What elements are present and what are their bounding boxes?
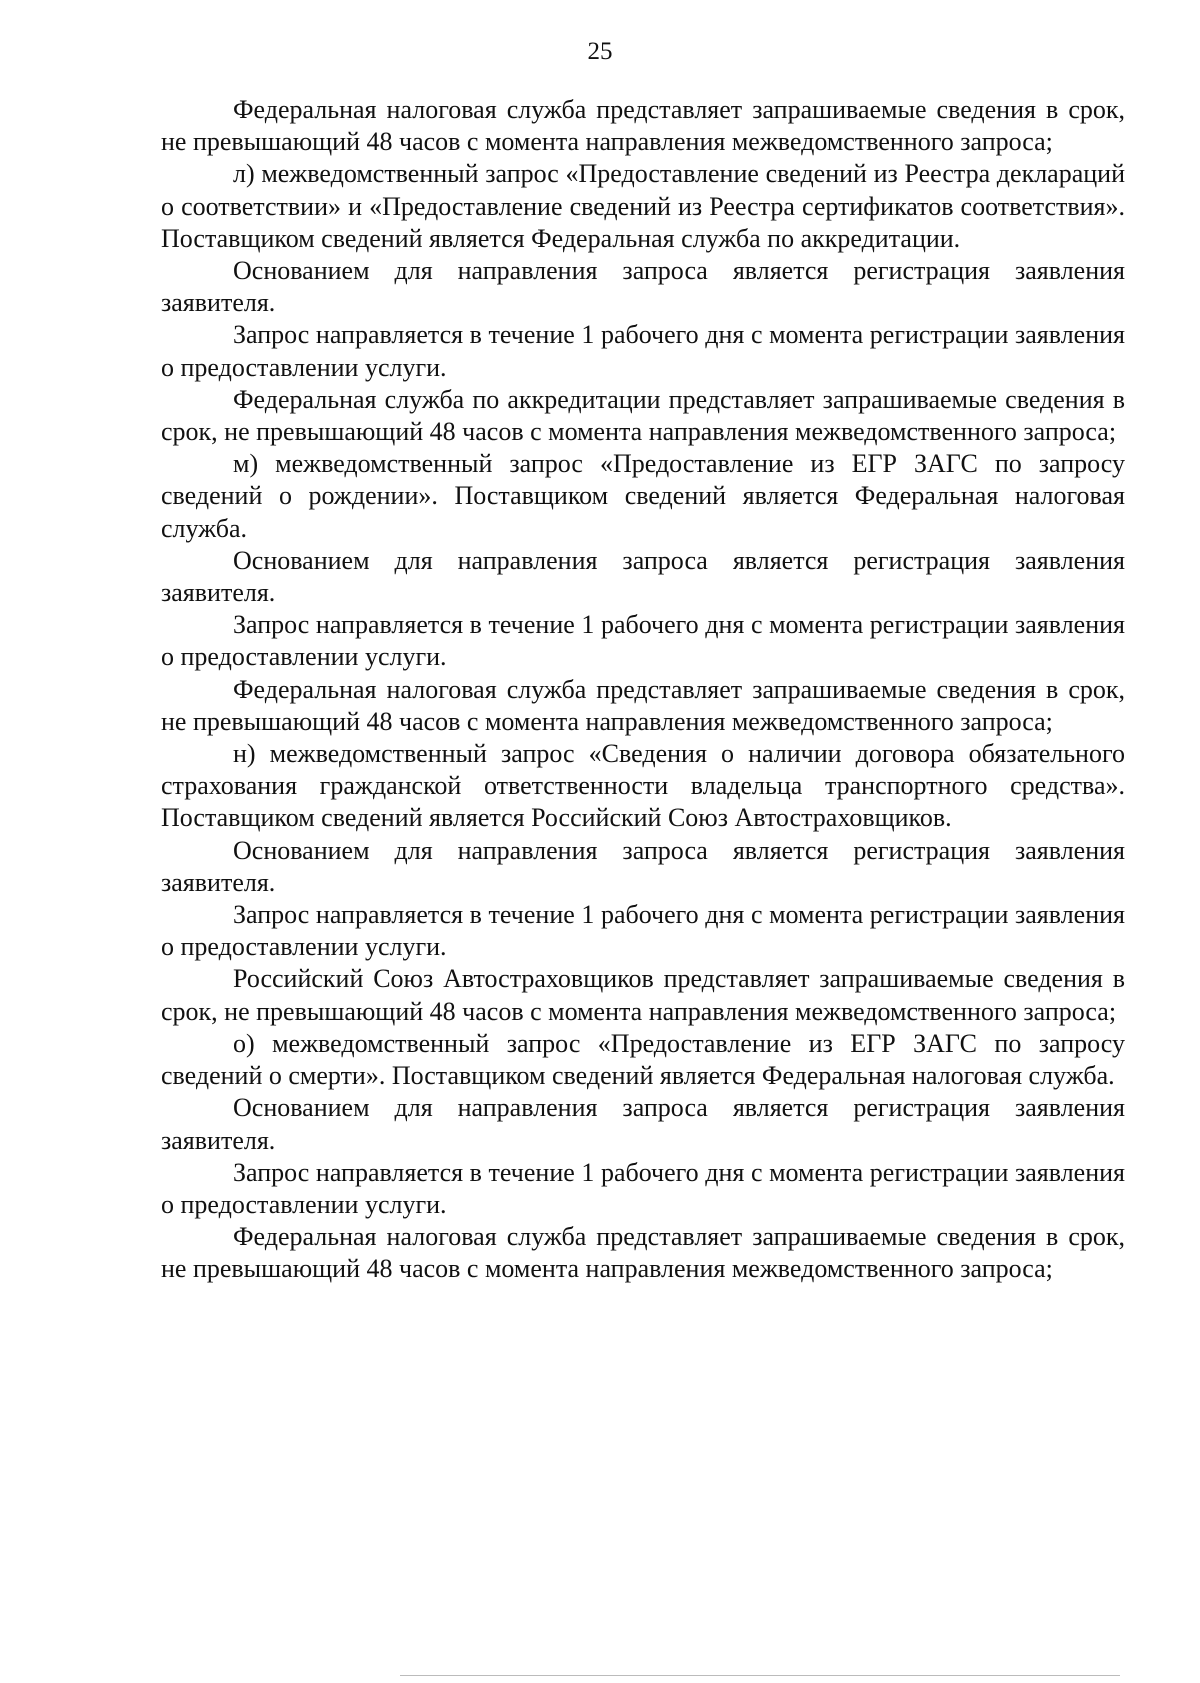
- paragraph: Основанием для направления запроса является регистрация заявления заявителя.: [161, 835, 1125, 897]
- paragraph: Федеральная служба по аккредитации представляет запрашиваемые сведения в срок, не превышающий 48 часов с момента направления межведомственного запроса;: [161, 384, 1125, 447]
- page-number: 25: [587, 38, 613, 65]
- paragraph: Запрос направляется в течение 1 рабочего дня с момента регистрации заявления о предоставлении услуги.: [161, 320, 1125, 382]
- paragraph: Запрос направляется в течение 1 рабочего дня с момента регистрации заявления о предоставлении услуги.: [161, 1157, 1125, 1219]
- paragraph: Запрос направляется в течение 1 рабочего дня с момента регистрации заявления о предоставлении услуги.: [161, 610, 1125, 672]
- paragraph: Основанием для направления запроса является регистрация заявления заявителя.: [161, 1093, 1125, 1155]
- paragraph: Федеральная налоговая служба представляет запрашиваемые сведения в срок, не превышающий 48 часов с момента направления межведомственного запроса;: [161, 674, 1125, 736]
- document-body: [161, 94, 1125, 1286]
- paragraph: Федеральная налоговая служба представляет запрашиваемые сведения в срок, не превышающий 48 часов с момента направления межведомственного запроса;: [161, 1222, 1125, 1284]
- paragraph: Основанием для направления запроса является регистрация заявления заявителя.: [161, 256, 1125, 318]
- paragraph: о) межведомственный запрос «Предоставление из ЕГР ЗАГС по запросу сведений о смерти». Поставщиком сведений является Федеральная налоговая служба.: [161, 1028, 1125, 1091]
- paragraph: Федеральная налоговая служба представляет запрашиваемые сведения в срок, не превышающий 48 часов с момента направления межведомственного запроса;: [161, 95, 1125, 157]
- paragraph: н) межведомственный запрос «Сведения о наличии договора обязательного страхования гражданской ответственности владельца транспортного средства». Поставщиком сведений является Российский Союз Автостраховщиков.: [161, 739, 1125, 833]
- paragraph: Российский Союз Автостраховщиков представляет запрашиваемые сведения в срок, не превышающий 48 часов с момента направления межведомственного запроса;: [161, 964, 1125, 1026]
- paragraph: Основанием для направления запроса является регистрация заявления заявителя.: [161, 545, 1125, 608]
- paragraph: м) межведомственный запрос «Предоставление из ЕГР ЗАГС по запросу сведений о рождении». Поставщиком сведений является Федеральная налоговая служба.: [161, 449, 1125, 543]
- paragraph: л) межведомственный запрос «Предоставление сведений из Реестра деклараций о соответствии» и «Предоставление сведений из Реестра сертификатов соответствия». Поставщиком сведений является Федеральная служба по аккредитации.: [161, 159, 1125, 253]
- scan-edge-line: [400, 1675, 1120, 1676]
- paragraph: Запрос направляется в течение 1 рабочего дня с момента регистрации заявления о предоставлении услуги.: [161, 900, 1125, 962]
